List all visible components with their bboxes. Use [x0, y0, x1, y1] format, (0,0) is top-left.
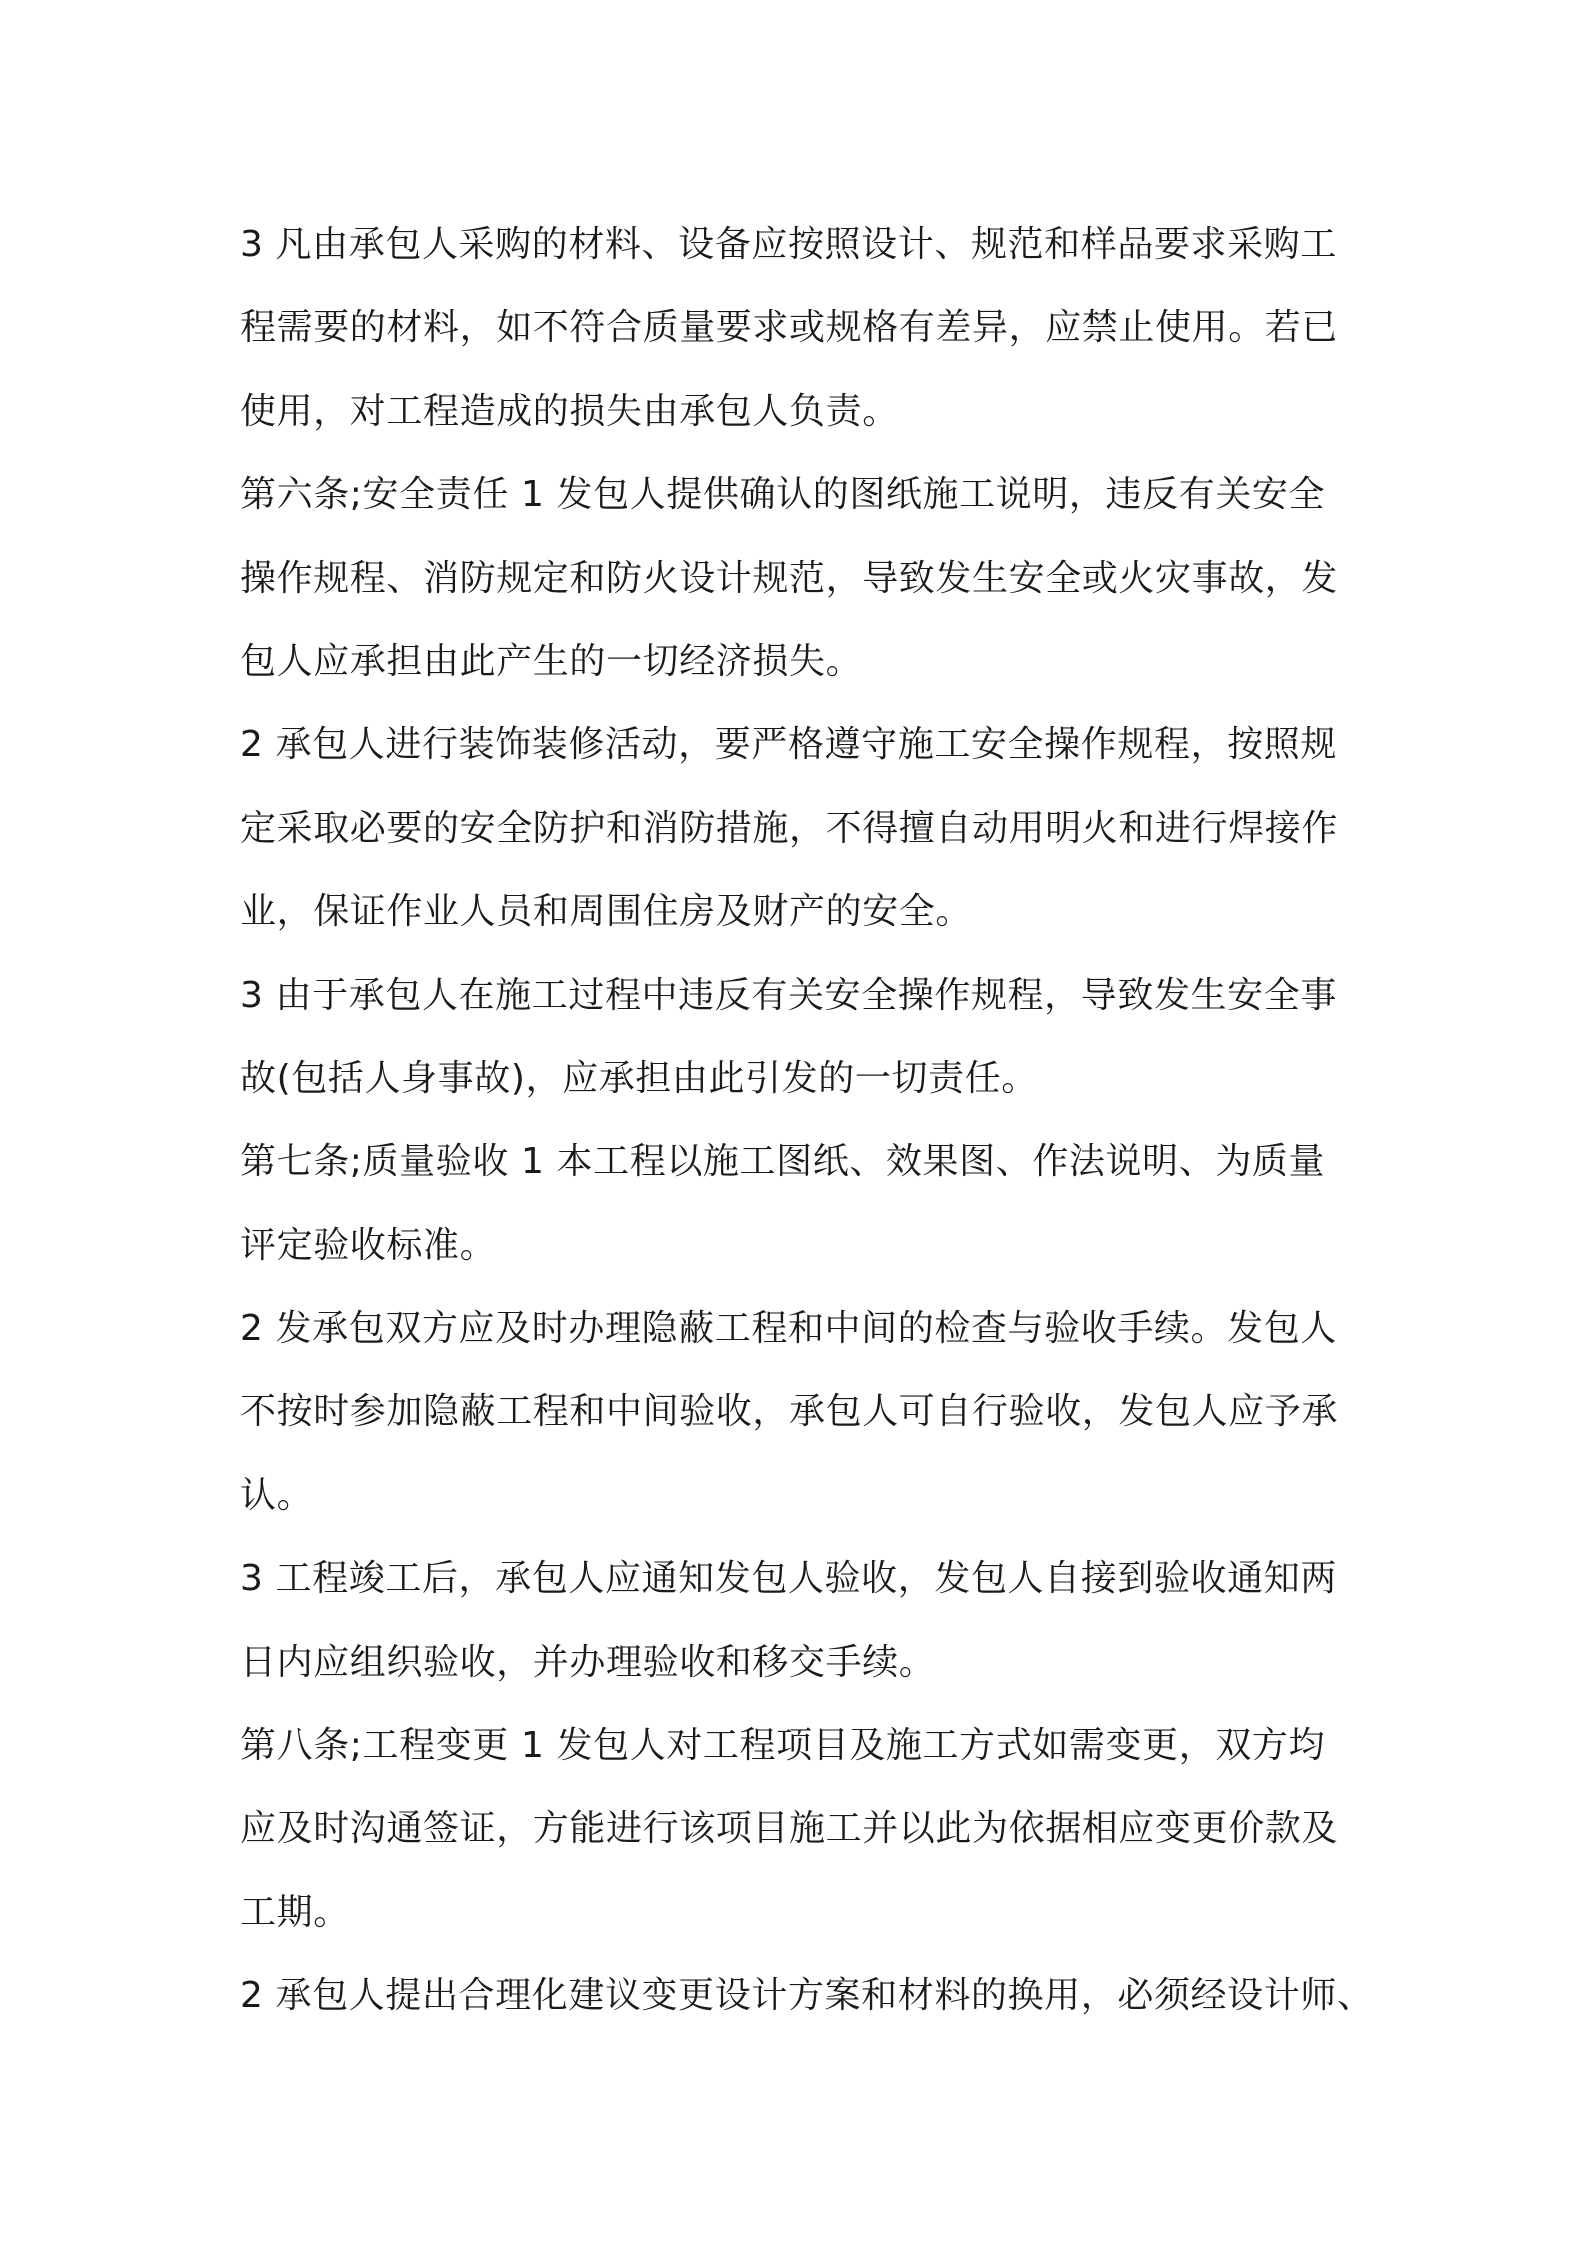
text-line: 应及时沟通签证，方能进行该项目施工并以此为依据相应变更价款及 [240, 1808, 1339, 1850]
text-line: 2 承包人进行装饰装修活动，要严格遵守施工安全操作规程，按照规 [240, 724, 1337, 766]
text-line: 2 发承包双方应及时办理隐蔽工程和中间的检查与验收手续。发包人 [240, 1308, 1337, 1350]
document-body [240, 203, 1374, 2038]
text-line: 2 承包人提出合理化建议变更设计方案和材料的换用，必须经设计师、 [240, 1975, 1374, 2017]
text-line: 不按时参加隐蔽工程和中间验收，承包人可自行验收，发包人应予承 [240, 1391, 1339, 1433]
text-line: 认。 [240, 1474, 314, 1516]
text-line: 程需要的材料，如不符合质量要求或规格有差异，应禁止使用。若已 [240, 307, 1339, 349]
text-line: 评定验收标准。 [240, 1224, 497, 1266]
text-line: 故(包括人身事故)，应承担由此引发的一切责任。 [240, 1057, 1038, 1099]
text-line: 工期。 [240, 1891, 350, 1933]
text-line: 使用，对工程造成的损失由承包人负责。 [240, 390, 899, 432]
text-line: 第八条;工程变更 1 发包人对工程项目及施工方式如需变更，双方均 [240, 1725, 1326, 1767]
text-line: 第七条;质量验收 1 本工程以施工图纸、效果图、作法说明、为质量 [240, 1141, 1326, 1183]
text-line: 业，保证作业人员和周围住房及财产的安全。 [240, 891, 973, 933]
text-line: 定采取必要的安全防护和消防措施，不得擅自动用明火和进行焊接作 [240, 807, 1339, 849]
text-line: 包人应承担由此产生的一切经济损失。 [240, 640, 863, 682]
text-line: 3 凡由承包人采购的材料、设备应按照设计、规范和样品要求采购工 [240, 224, 1337, 265]
text-line: 操作规程、消防规定和防火设计规范，导致发生安全或火灾事故，发 [240, 557, 1339, 599]
text-line: 3 工程竣工后，承包人应通知发包人验收，发包人自接到验收通知两 [240, 1558, 1337, 1600]
text-line: 日内应组织验收，并办理验收和移交手续。 [240, 1641, 936, 1683]
text-line: 3 由于承包人在施工过程中违反有关安全操作规程，导致发生安全事 [240, 974, 1337, 1016]
text-line: 第六条;安全责任 1 发包人提供确认的图纸施工说明，违反有关安全 [240, 474, 1326, 516]
